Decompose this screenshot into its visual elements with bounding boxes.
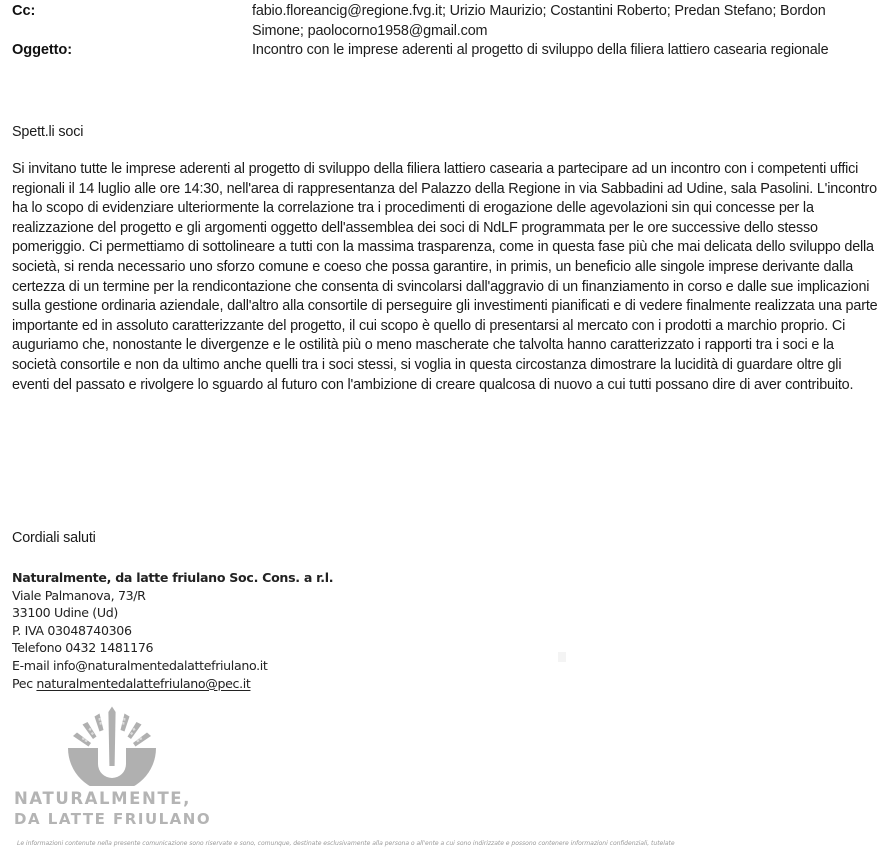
email-greeting <box>12 123 878 143</box>
footer-disclaimer: Le informazioni contenute nella presente comunicazione sono riservate e sono, comunque, destinate esclusivamente alla persona o all'ente a cui sono indirizzate e possono contenere informazioni confidenziali, tutelate <box>17 840 675 847</box>
email-body-paragraph <box>12 160 878 395</box>
signature-phone: Telefono 0432 1481176 <box>12 640 154 656</box>
signature-email-line <box>12 657 532 675</box>
logo-wordmark-line1: NATURALMENTE, <box>14 789 192 808</box>
email-closing <box>12 529 878 549</box>
cc-value: fabio.floreancig@regione.fvg.it; Urizio Maurizio; Costantini Roberto; Predan Stefano; Bordon Simone; paolocorno1958@gmail.com <box>252 3 826 39</box>
body-text: Si invitano tutte le imprese aderenti al progetto di sviluppo della filiera lattiero casearia a partecipare ad un incontro con i competenti uffici regionali il 14 luglio alle ore 14:30, nell'area di rappresentanza del Palazzo della Regione in via Sabbadini ad Udine, sala Pasolini. L'incontro ha lo scopo di evidenziare ulteriormente la correlazione tra i procedimenti di erogazione delle agevolazioni sin qui concesse per la realizzazione del progetto e gli argomenti oggetto dell'assemblea dei soci di NdLF programmata per le ore successive dello stesso pomeriggio. Ci permettiamo di sottolineare a tutti con la massima trasparenza, come in questa fase più che mai delicata dello sviluppo della società, si renda necessario uno sforzo comune e coeso che possa garantire, in primis, un beneficio alle singole imprese derivante dalla certezza di un termine per la rendicontazione che consenta di svincolarsi dall'aggravio di un finanziamento in corso e dalle sue implicazioni sulla gestione ordinaria aziendale, dall'altro alla consortile di perseguire gli investimenti pianificati e di vedere finalmente realizzata una parte importante ed in assoluto caratterizzante del progetto, il cui scopo è quello di presentarsi al mercato con i prodotti a marchio proprio. Ci auguriamo che, nonostante le divergenze e le ostilità più o meno mascherate che talvolta hanno caratterizzato i rapporti tra i soci e la società consortile e non da ultimo anche quelli tra i soci stessi, si voglia in questa circostanza dimostrare la lucidità di guardare oltre gli eventi del passato e rivolgere lo sguardo al futuro con l'ambizione di creare qualcosa di nuovo a cui tutti possano dire di aver contribuito. <box>12 161 878 393</box>
signature-email-prefix: E-mail <box>12 657 54 673</box>
cc-label: Cc: <box>12 3 36 19</box>
signature-company: Naturalmente, da latte friulano Soc. Cons. a r.l. <box>12 570 334 585</box>
email-signature <box>12 569 532 692</box>
oggetto-value: Incontro con le imprese aderenti al progetto di sviluppo della filiera lattiero casearia regionale <box>252 42 829 58</box>
greeting-text: Spett.li soci <box>12 124 84 140</box>
scan-artifact <box>558 652 566 662</box>
company-logo <box>14 706 224 829</box>
signature-pec-address[interactable]: naturalmentedalattefriulano@pec.it <box>36 675 251 691</box>
logo-wordmark <box>14 789 224 829</box>
signature-pec-line <box>12 675 532 693</box>
closing-text: Cordiali saluti <box>12 530 96 546</box>
signature-pec-prefix: Pec <box>12 675 37 691</box>
signature-email-address[interactable]: info@naturalmentedalattefriulano.it <box>53 657 268 673</box>
signature-street: Viale Palmanova, 73/R <box>12 587 146 603</box>
oggetto-label: Oggetto: <box>12 42 72 58</box>
signature-vat: P. IVA 03048740306 <box>12 622 132 638</box>
tree-logo-icon <box>58 706 166 786</box>
logo-wordmark-line2: DA LATTE FRIULANO <box>14 810 212 828</box>
signature-city: 33100 Udine (Ud) <box>12 605 118 621</box>
